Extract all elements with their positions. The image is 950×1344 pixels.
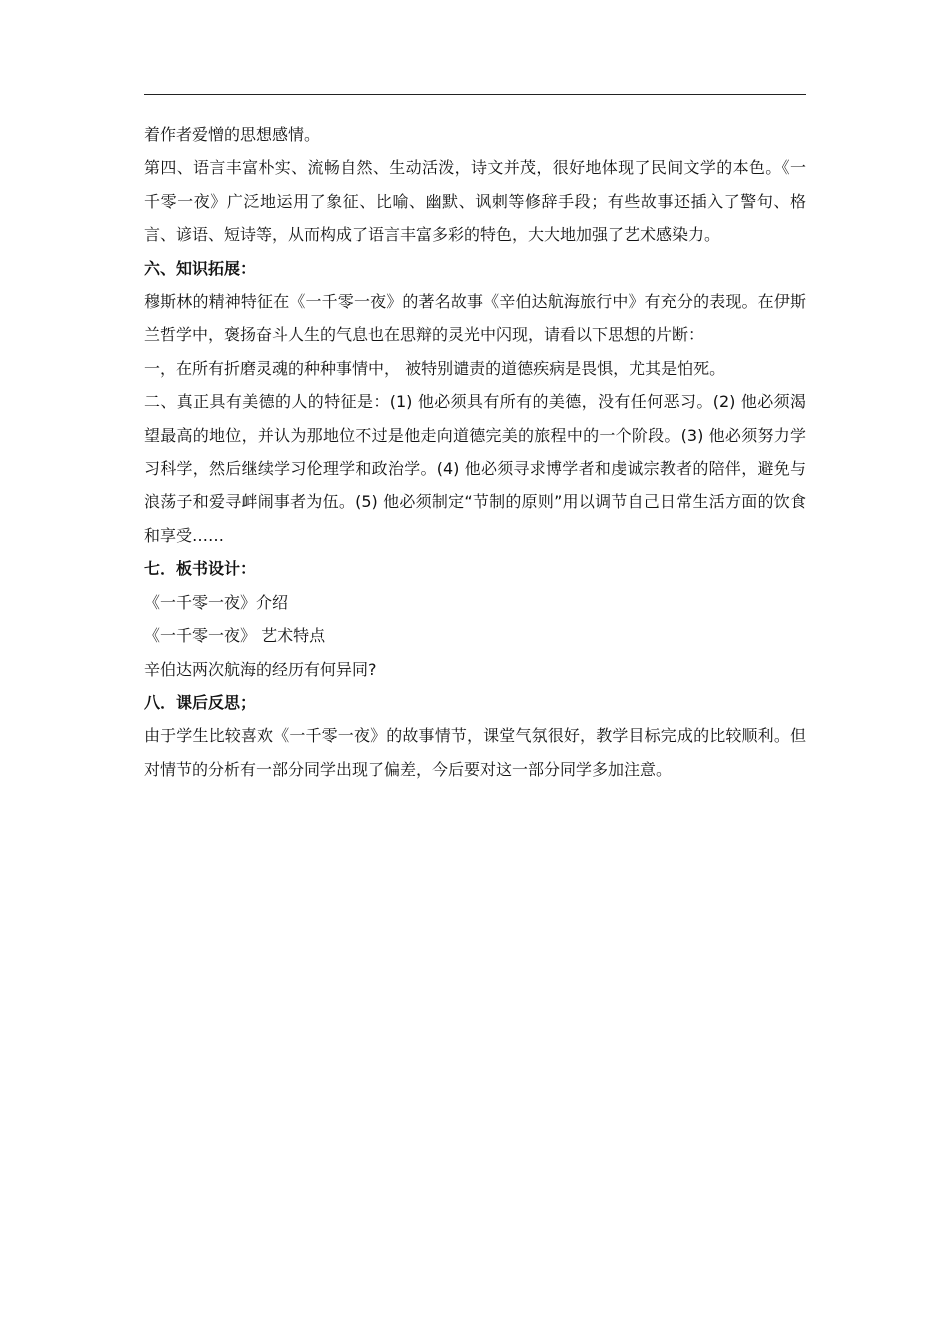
section-heading-knowledge-extension: 六、知识拓展： bbox=[144, 258, 257, 278]
paragraph-muslim-spirit: 穆斯林的精神特征在《一千零一夜》的著名故事《辛伯达航海旅行中》有充分的表现。在伊斯兰哲学中，褒扬奋斗人生的气息也在思辩的灵光中闪现，请看以下思想的片断： bbox=[144, 292, 806, 345]
blackboard-item-intro: 《一千零一夜》介绍 bbox=[144, 592, 289, 612]
blackboard-item-art-features: 《一千零一夜》 艺术特点 bbox=[144, 626, 326, 646]
paragraph-continuation: 着作者爱憎的思想感情。 bbox=[144, 125, 321, 144]
document-body bbox=[144, 118, 806, 786]
paragraph-thought-two: 二、真正具有美德的人的特征是：(1) 他必须具有所有的美德，没有任何恶习。(2) 他必须渴望最高的地位，并认为那地位不过是他走向道德完美的旅程中的一个阶段。(3) 他必须努力学习科学，然后继续学习伦理学和政治学。(4) 他必须寻求博学者和虔诚宗教者的陪伴，避免与浪荡子和爱寻衅闹事者为伍。(5) 他必须制定“节制的原则”用以调节自己日常生活方面的饮食和享受…… bbox=[144, 392, 806, 545]
section-heading-reflection: 八．课后反思； bbox=[144, 692, 257, 712]
paragraph-thought-one: 一，在所有折磨灵魂的种种事情中， 被特别谴责的道德疾病是畏惧，尤其是怕死。 bbox=[144, 358, 726, 378]
paragraph-language-features: 第四、语言丰富朴实、流畅自然、生动活泼，诗文并茂，很好地体现了民间文学的本色。《一千零一夜》广泛地运用了象征、比喻、幽默、讽刺等修辞手段；有些故事还插入了警句、格言、谚语、短诗等，从而构成了语言丰富多彩的特色，大大地加强了艺术感染力。 bbox=[144, 158, 806, 245]
paragraph-reflection: 由于学生比较喜欢《一千零一夜》的故事情节，课堂气氛很好，教学目标完成的比较顺利。但对情节的分析有一部分同学出现了偏差，今后要对这一部分同学多加注意。 bbox=[144, 726, 806, 779]
header-rule bbox=[144, 94, 806, 95]
blackboard-item-question: 辛伯达两次航海的经历有何异同? bbox=[144, 659, 377, 679]
section-heading-blackboard-design: 七．板书设计： bbox=[144, 559, 257, 579]
